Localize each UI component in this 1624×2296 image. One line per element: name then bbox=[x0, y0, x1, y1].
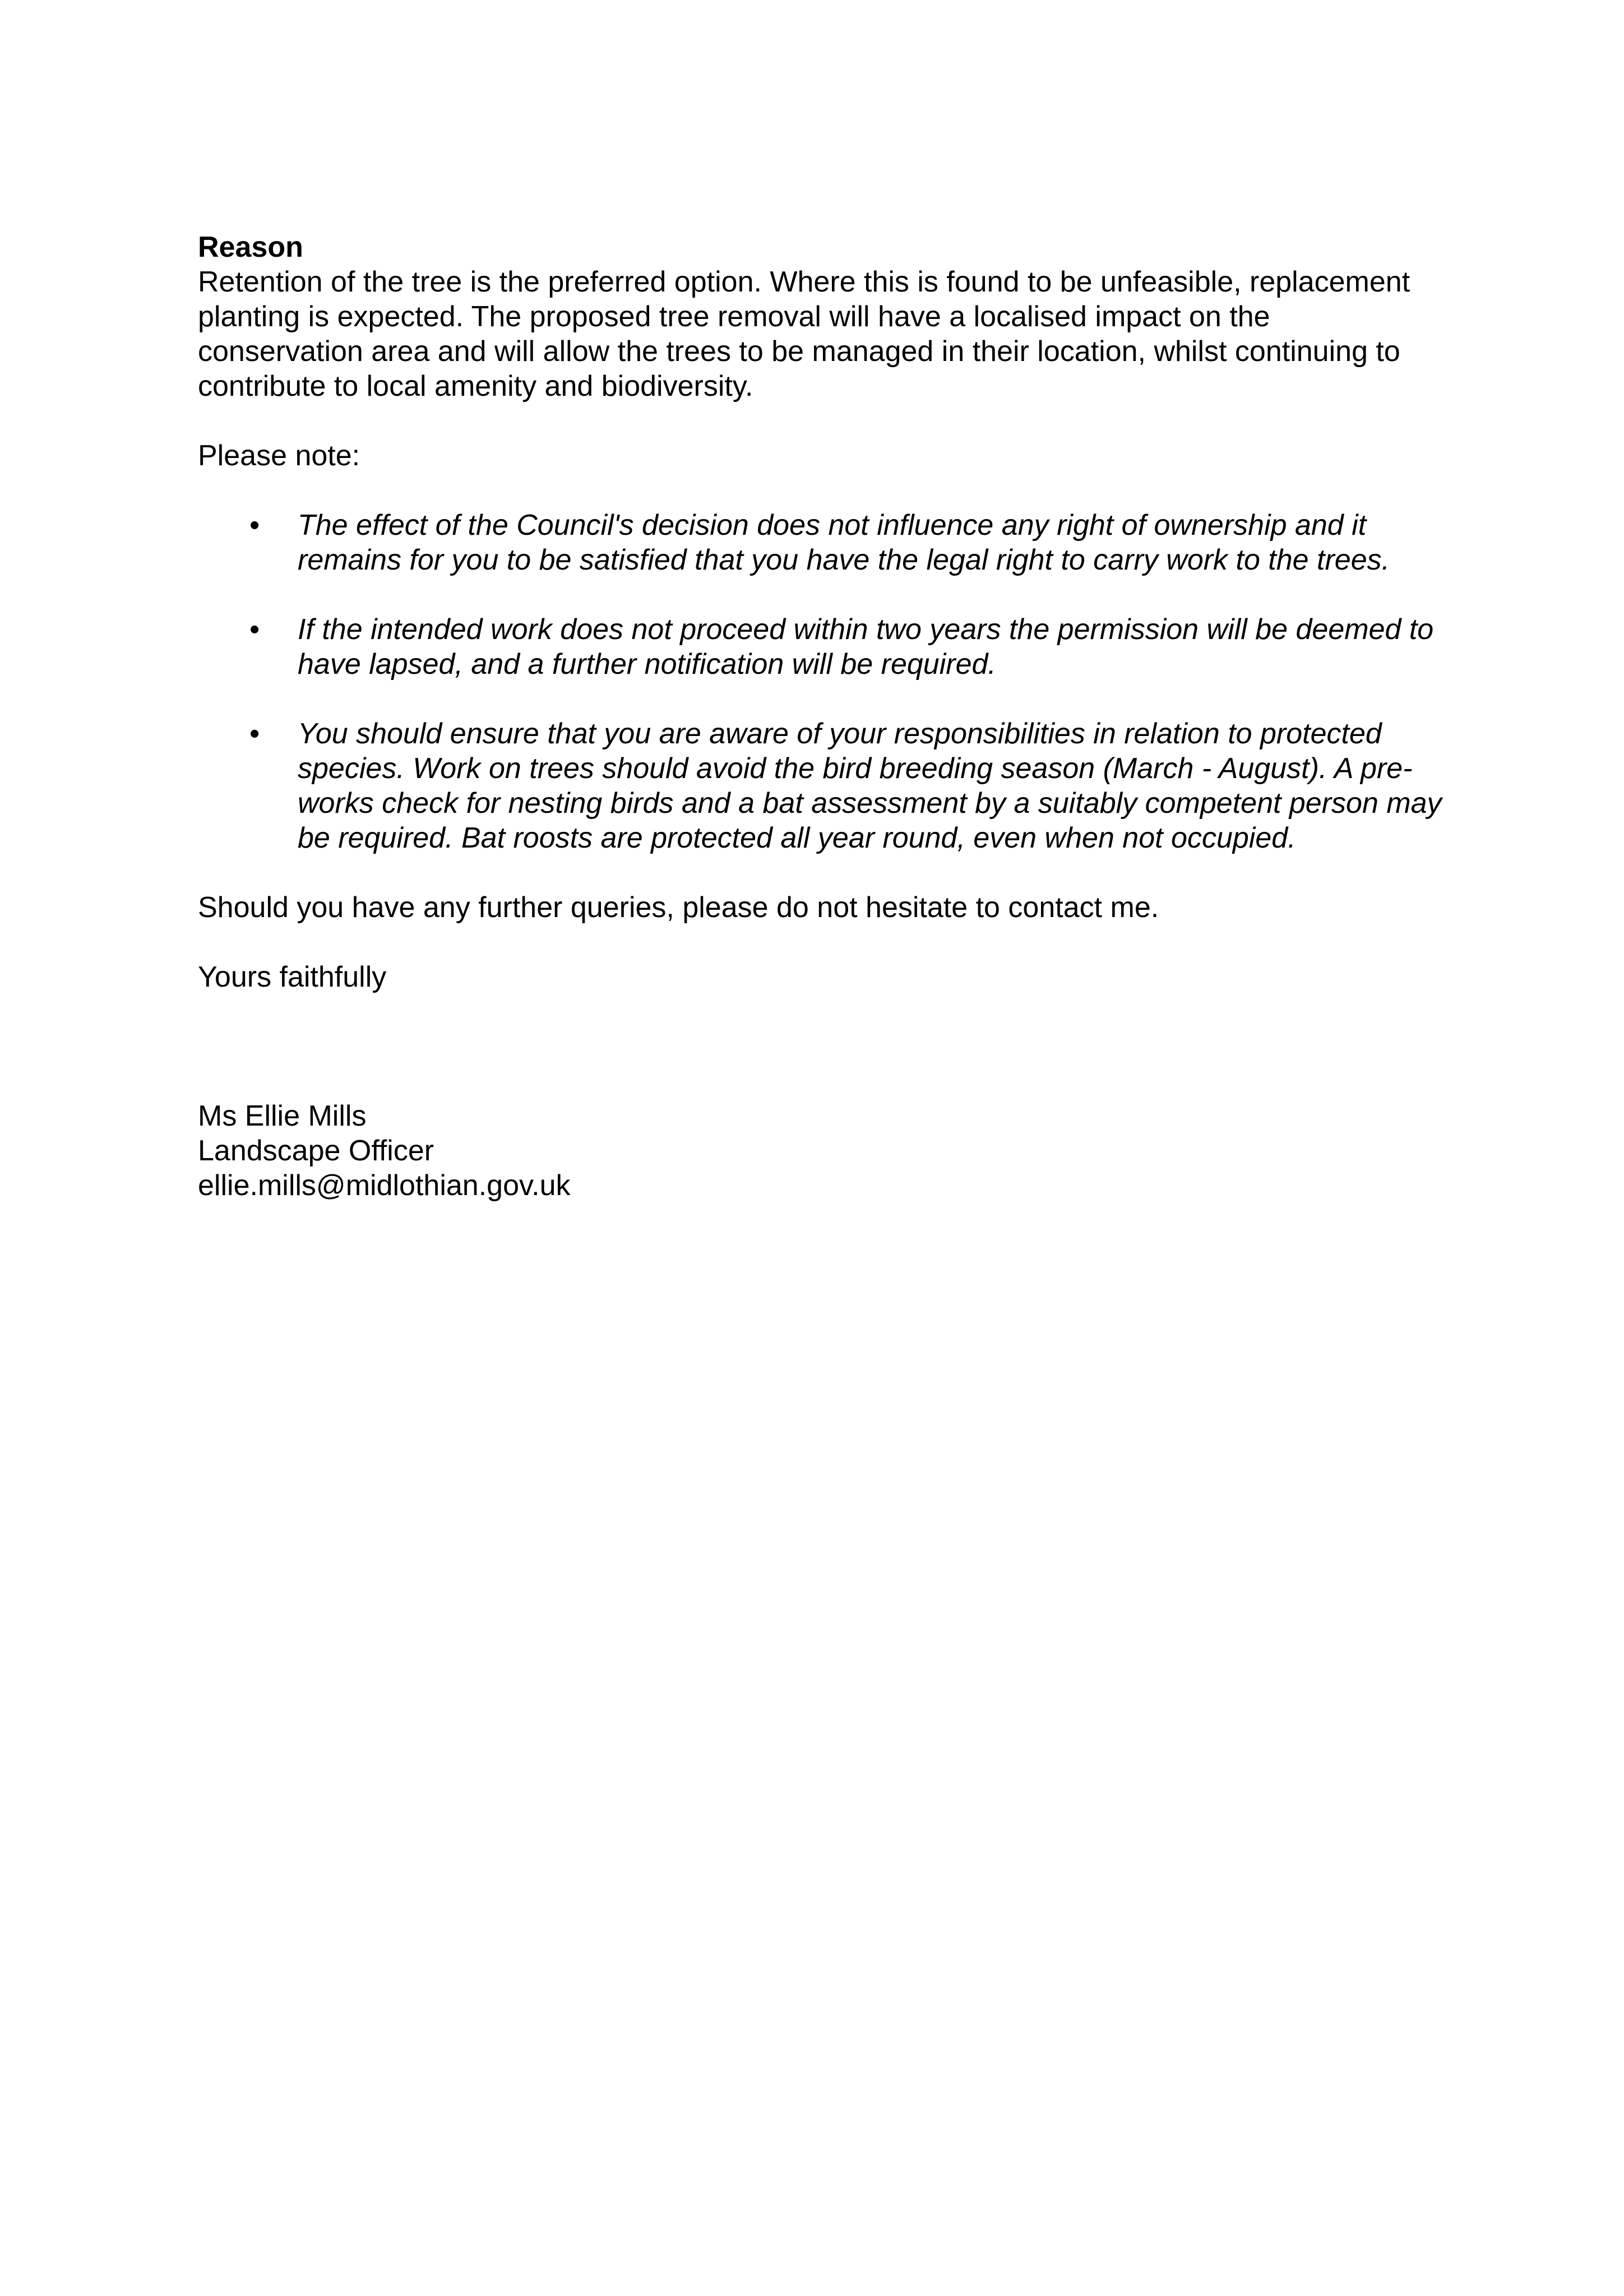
note-text: The effect of the Council's decision does not influence any right of ownership and it remains for you to be satisfied that you have the legal right to carry work to the trees. bbox=[298, 509, 1390, 576]
signatory-email: ellie.mills@midlothian.gov.uk bbox=[198, 1169, 571, 1202]
letter-body bbox=[198, 230, 1442, 1203]
signatory-name: Ms Ellie Mills bbox=[198, 1100, 367, 1132]
note-text: If the intended work does not proceed within two years the permission will be deemed to have lapsed, and a further notification will be required. bbox=[298, 613, 1434, 681]
notes-list bbox=[198, 508, 1442, 855]
bullet-icon: • bbox=[249, 718, 260, 750]
reason-text: Retention of the tree is the preferred option. Where this is found to be unfeasible, replacement planting is expected. The proposed tree removal will have a localised impact on the conservation area and will allow the trees to be managed in their location, whilst continuing to contribute to local amenity and biodiversity. bbox=[198, 266, 1410, 402]
bullet-icon: • bbox=[249, 613, 260, 646]
list-item bbox=[198, 716, 1442, 855]
note-text: You should ensure that you are aware of your responsibilities in relation to protected species. Work on trees should avoid the bird breeding season (March - August). A pre-works check for nesting birds and a bat assessment by a suitably competent person may be required. Bat roosts are protected all year round, even when not occupied. bbox=[298, 718, 1442, 854]
bullet-icon: • bbox=[249, 509, 260, 541]
notes-intro: Please note: bbox=[198, 439, 360, 472]
signature-block bbox=[198, 1099, 1442, 1203]
reason-heading: Reason bbox=[198, 231, 303, 263]
closing-text: Yours faithfully bbox=[198, 961, 387, 993]
signatory-title: Landscape Officer bbox=[198, 1135, 434, 1167]
list-item bbox=[198, 508, 1442, 577]
queries-text: Should you have any further queries, please do not hesitate to contact me. bbox=[198, 891, 1159, 924]
list-item bbox=[198, 612, 1442, 682]
